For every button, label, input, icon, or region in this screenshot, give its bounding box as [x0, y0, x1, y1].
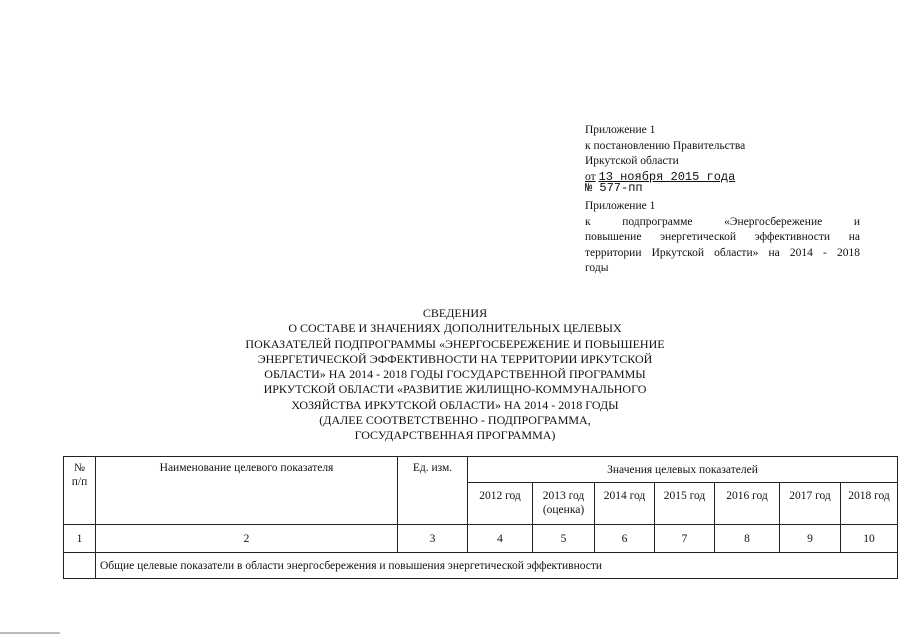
annex-label: Приложение 1 — [585, 124, 656, 136]
header-values-cell — [468, 457, 898, 483]
title-line: СВЕДЕНИЯ — [422, 306, 488, 320]
subprogram-annex-line: повышение энергетической эффективности на — [585, 231, 860, 243]
annex-number: № 577-пп — [585, 181, 643, 195]
annex-date-prefix: от — [585, 170, 596, 183]
annex-resolution-ref: к постановлению Правительства — [585, 139, 746, 152]
numbering-cell: 7 — [655, 525, 715, 553]
numbering-cell: 3 — [398, 525, 468, 553]
year-cell — [780, 483, 841, 525]
annex-date-row — [585, 170, 860, 186]
subprogram-annex-block — [585, 199, 860, 277]
title-line: О СОСТАВЕ И ЗНАЧЕНИЯХ ДОПОЛНИТЕЛЬНЫХ ЦЕЛЕВЫХ — [288, 321, 622, 336]
subprogram-annex-heading: Приложение 1 — [585, 200, 656, 212]
subprogram-annex-line: территории Иркутской области» на 2014 - 2018 — [585, 246, 860, 259]
year-cell — [715, 483, 780, 525]
header-num-line: п/п — [71, 476, 88, 488]
year-cell — [468, 483, 533, 525]
year-cell — [841, 483, 898, 525]
scan-artifact — [0, 632, 60, 634]
title-line: ИРКУТСКОЙ ОБЛАСТИ «РАЗВИТИЕ ЖИЛИЩНО-КОММУНАЛЬНОГО — [263, 382, 647, 397]
title-line: ЭНЕРГЕТИЧЕСКОЙ ЭФФЕКТИВНОСТИ НА ТЕРРИТОРИИ ИРКУТСКОЙ — [257, 351, 653, 366]
table-numbering-row — [64, 525, 898, 553]
annex-date-value: 13 ноября 2015 года — [598, 169, 736, 184]
year-note: (оценка) — [542, 504, 585, 516]
table-header-row — [64, 457, 898, 483]
table-section-row — [64, 553, 898, 579]
title-line: ГОСУДАРСТВЕННАЯ ПРОГРАММА) — [354, 428, 556, 443]
section-title-cell: Общие целевые показатели в области энергосбережения и повышения энергетической эффективности — [96, 553, 898, 579]
header-unit-text: Ед. изм. — [412, 462, 453, 474]
numbering-cell: 6 — [595, 525, 655, 553]
title-line: ХОЗЯЙСТВА ИРКУТСКОЙ ОБЛАСТИ» НА 2014 - 2018 ГОДЫ — [291, 397, 619, 412]
numbering-cell: 10 — [841, 525, 898, 553]
year-cell — [533, 483, 595, 525]
year-label: 2014 год — [603, 490, 646, 502]
numbering-cell: 4 — [468, 525, 533, 553]
annex-region: Иркутской области — [585, 155, 679, 167]
subprogram-annex-line: к подпрограмме «Энергосбережение и — [585, 215, 860, 228]
title-line: ОБЛАСТИ» НА 2014 - 2018 ГОДЫ ГОСУДАРСТВЕННОЙ ПРОГРАММЫ — [264, 367, 646, 382]
title-line: (ДАЛЕЕ СООТВЕТСТВЕННО - ПОДПРОГРАММА, — [319, 413, 591, 428]
title-line: ПОКАЗАТЕЛЕЙ ПОДПРОГРАММЫ «ЭНЕРГОСБЕРЕЖЕНИЕ И ПОВЫШЕНИЕ — [245, 336, 665, 351]
year-cell — [595, 483, 655, 525]
header-num-line: № — [74, 462, 85, 474]
header-unit-cell — [398, 457, 468, 525]
year-cell — [655, 483, 715, 525]
numbering-cell: 5 — [533, 525, 595, 553]
numbering-cell: 8 — [715, 525, 780, 553]
numbering-cell: 2 — [96, 525, 398, 553]
year-label: 2017 год — [789, 490, 831, 502]
section-num-cell — [64, 553, 96, 579]
header-values-text: Значения целевых показателей — [607, 463, 758, 476]
year-label: 2016 год — [726, 490, 768, 502]
numbering-cell: 1 — [64, 525, 96, 553]
year-label: 2013 год — [542, 490, 585, 502]
year-label: 2015 год — [663, 490, 706, 502]
numbering-cell: 9 — [780, 525, 841, 553]
year-label: 2012 год — [479, 490, 521, 502]
header-name-cell — [96, 457, 398, 525]
resolution-annex-block — [585, 123, 860, 197]
document-title — [210, 306, 700, 444]
header-name-text: Наименование целевого показателя — [159, 462, 334, 474]
year-label: 2018 год — [848, 490, 890, 502]
indicators-table — [63, 456, 898, 579]
subprogram-annex-last-line: годы — [585, 262, 609, 274]
header-num-cell — [64, 457, 96, 525]
